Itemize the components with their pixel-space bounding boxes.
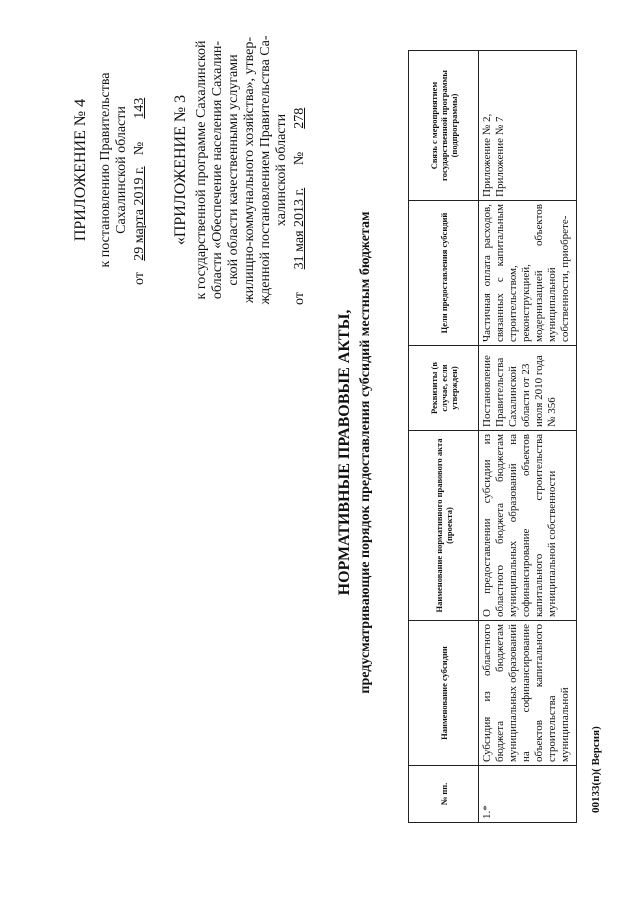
appendix3-number: 278 — [292, 107, 307, 129]
cell-link: Приложение № 2, Приложение № 7 — [479, 51, 577, 201]
appendix3-line-4: жилищно-коммунального хозяйства», утвер- — [242, 36, 257, 304]
appendix3-title: «ПРИЛОЖЕНИЕ № 3 — [172, 94, 189, 246]
acts-table — [408, 50, 577, 823]
appendix4-line2: Сахалинской области — [114, 106, 129, 234]
appendix3-block — [170, 35, 308, 305]
header-num: № пп. — [409, 766, 479, 823]
table-row — [479, 51, 577, 823]
header-requisites: Реквизиты (в случае, если утвержден) — [409, 346, 479, 431]
cell-act: О предоставлении субсидии из областного бюджета бюджетам муниципальных образований на софинансирование объектов капитального строительства муниципальной собственности — [479, 431, 577, 621]
appendix3-no-label: № — [292, 151, 307, 166]
table-header-row — [409, 51, 479, 823]
header-subsidy: Наименование субсидии — [409, 621, 479, 766]
appendix4-no-label: № — [132, 141, 147, 156]
header-link: Связь с мероприятием государственной программы (подпрограммы) — [409, 51, 479, 201]
appendix4-line1: к постановлению Правительства — [98, 72, 113, 268]
appendix3-from: от — [292, 292, 307, 305]
document-subtitle: предусматривающие порядок предоставления субсидий местным бюджетам — [358, 211, 373, 694]
appendix4-date: 29 марта 2019 г. — [132, 166, 147, 261]
appendix4-title: ПРИЛОЖЕНИЕ № 4 — [72, 98, 89, 242]
footer-code: 00133(п)( Версия) — [590, 726, 602, 813]
cell-goals: Частичная оплата расходов, связанных с капитальным строительством, реконструкцией, модернизацией объектов муниципальной собственности, приобрете- — [479, 201, 577, 346]
appendix3-line-3: ской области качественными услугами — [226, 54, 241, 286]
appendix3-line-2: области «Обеспечение населения Сахалин- — [210, 40, 225, 300]
appendix3-line-1: к государственной программе Сахалинской — [194, 40, 209, 300]
cell-num: 1.* — [479, 766, 577, 823]
appendix3-line-6: халинской области — [274, 113, 289, 227]
appendix3-line-5: жденной постановлением Правительства Са- — [258, 35, 273, 305]
cell-subsidy: Субсидия из областного бюджета бюджетам муниципальных образований на софинансирование объектов капитального строительства муниципальной — [479, 621, 577, 766]
appendix4-block — [70, 55, 148, 285]
appendix4-number: 143 — [132, 97, 147, 119]
appendix3-date: 31 мая 2013 г. — [292, 187, 307, 270]
appendix4-from: от — [132, 272, 147, 285]
cell-requisites: Постановление Правительства Сахалинской области от 23 июля 2010 года № 356 — [479, 346, 577, 431]
document-title: НОРМАТИВНЫЕ ПРАВОВЫЕ АКТЫ, — [336, 309, 353, 596]
appendix3-date-line — [292, 35, 308, 305]
header-goals: Цели предоставления субсидий — [409, 201, 479, 346]
appendix4-date-line — [132, 55, 148, 285]
header-act: Наименование нормативного правового акта (проекта) — [409, 431, 479, 621]
